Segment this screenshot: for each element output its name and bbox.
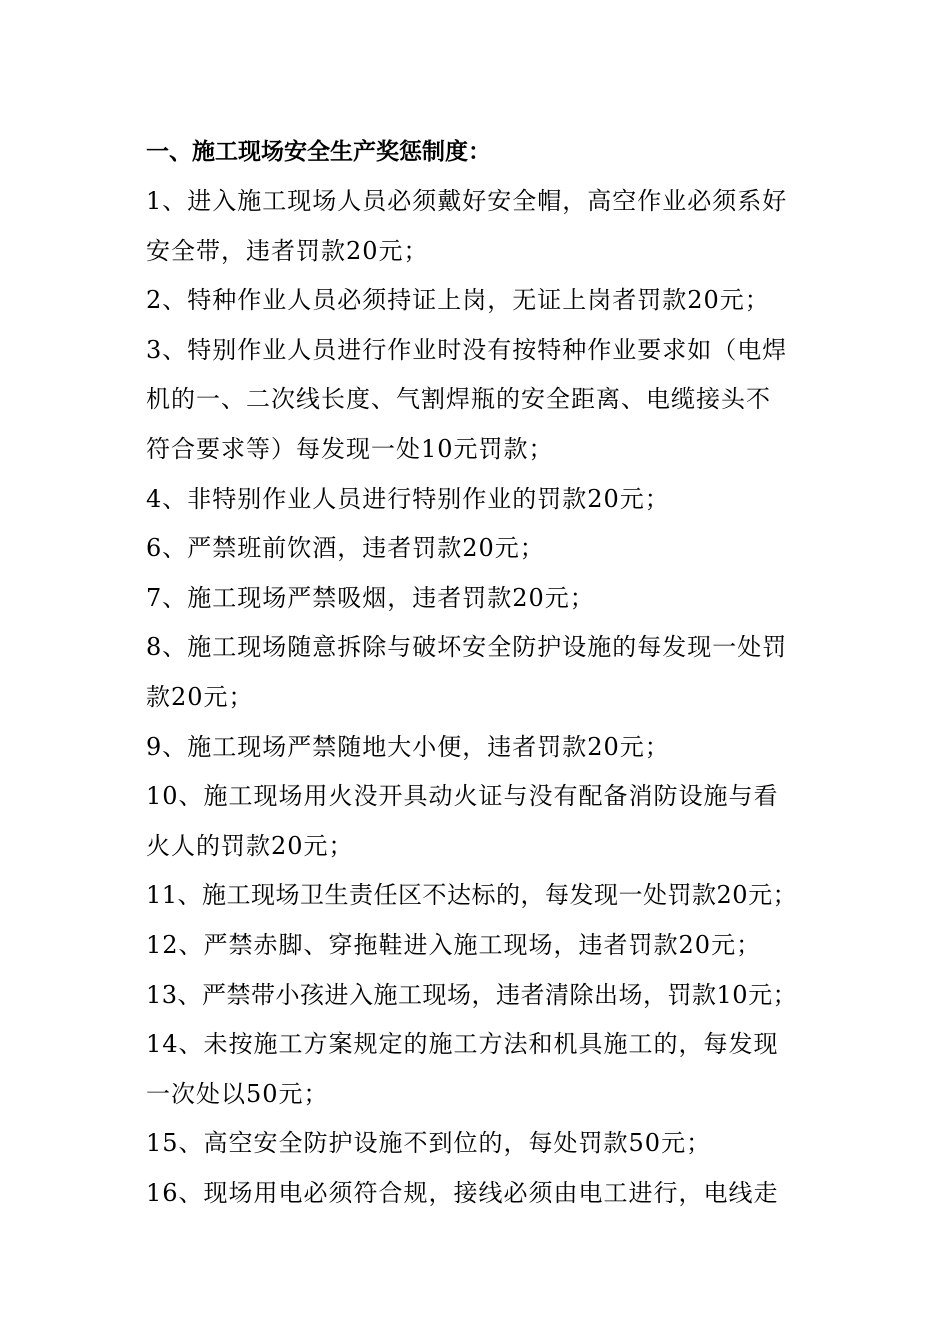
text-line: 9、施工现场严禁随地大小便，违者罚款20元；	[146, 732, 670, 761]
text-line: 符合要求等）每发现一处10元罚款；	[146, 434, 554, 463]
section-heading: 一、施工现场安全生产奖惩制度：	[146, 139, 491, 165]
text-line: 2、特种作业人员必须持证上岗，无证上岗者罚款20元；	[146, 286, 770, 315]
text-line: 1、进入施工现场人员必须戴好安全帽，高空作业必须系好	[146, 187, 788, 215]
text-line: 13、严禁带小孩进入施工现场，违者清除出场，罚款10元；	[146, 980, 798, 1009]
text-line: 16、现场用电必须符合规，接线必须由电工进行，电线走	[146, 1178, 779, 1207]
text-line: 款20元；	[146, 682, 254, 711]
document-page	[146, 128, 810, 1218]
text-line: 7、施工现场严禁吸烟，违者罚款20元；	[146, 583, 595, 612]
text-line: 15、高空安全防护设施不到位的，每处罚款50元；	[146, 1129, 712, 1158]
text-line: 10、施工现场用火没开具动火证与没有配备消防设施与看	[146, 782, 779, 811]
text-line: 12、严禁赤脚、穿拖鞋进入施工现场，违者罚款20元；	[146, 930, 762, 959]
rules-list	[146, 177, 810, 1218]
text-line: 14、未按施工方案规定的施工方法和机具施工的，每发现	[146, 1030, 779, 1059]
text-line: 火人的罚款20元；	[146, 831, 354, 860]
text-line: 机的一、二次线长度、气割焊瓶的安全距离、电缆接头不	[146, 385, 771, 414]
text-line: 3、特别作业人员进行作业时没有按特种作业要求如（电焊	[146, 335, 788, 364]
text-line: 11、施工现场卫生责任区不达标的，每发现一处罚款20元；	[146, 881, 798, 910]
text-line: 6、严禁班前饮酒，违者罚款20元；	[146, 534, 545, 563]
text-line: 8、施工现场随意拆除与破坏安全防护设施的每发现一处罚	[146, 633, 788, 662]
text-line: 安全带，违者罚款20元；	[146, 236, 429, 265]
text-line: 4、非特别作业人员进行特别作业的罚款20元；	[146, 484, 670, 513]
text-line: 一次处以50元；	[146, 1079, 329, 1108]
